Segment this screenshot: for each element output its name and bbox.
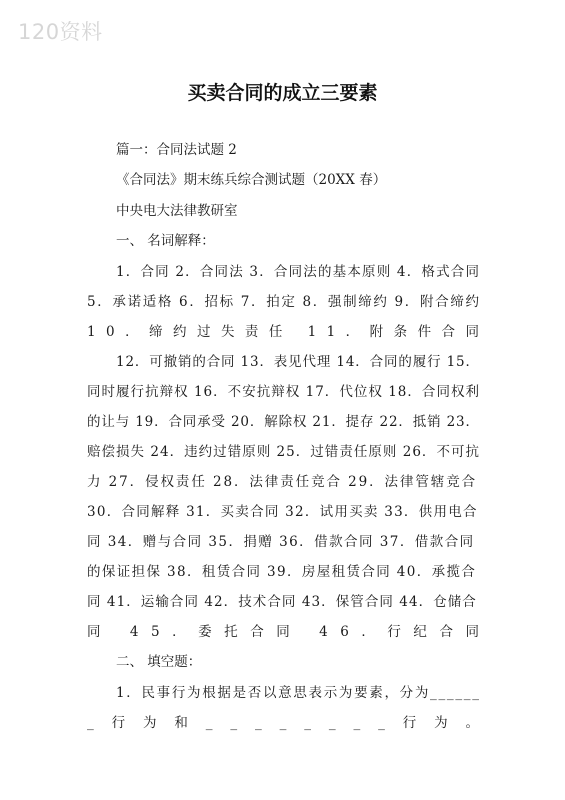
paragraph-line: 1．民事行为根据是否以意思表示为要素，分为______ (116, 685, 481, 701)
paragraph-line: 的保证担保 38．租赁合同 39．房屋租赁合同 40．承揽合 (87, 564, 477, 580)
paragraph-line: _行为和________行为。 (87, 715, 497, 731)
paragraph-line: 30．合同解释 31．买卖合同 32．试用买卖 33．供用电合 (87, 504, 478, 520)
paragraph-line: 赔偿损失 24．违约过错原则 25．过错责任原则 26．不可抗 (87, 444, 481, 460)
part-two-heading: 二、 填空题： (116, 654, 202, 670)
paragraph-line: 同 34．赠与合同 35．捐赠 36．借款合同 37．借款合同 (87, 534, 475, 550)
exam-title: 《合同法》期末练兵综合测试题（20XX 春） (116, 172, 387, 188)
paragraph-line: 1．合同 2．合同法 3．合同法的基本原则 4．格式合同 (116, 264, 481, 280)
paragraph-line: 力 27．侵权责任 28．法律责任竞合 29．法律管辖竞合 (87, 474, 478, 490)
paragraph-line: 12．可撤销的合同 13．表见代理 14．合同的履行 15． (116, 354, 480, 370)
watermark-logo: 120资料 (18, 20, 103, 44)
paragraph-line: 同 41．运输合同 42．技术合同 43．保管合同 44．仓储合 (87, 594, 477, 610)
page-title: 买卖合同的成立三要素 (187, 82, 378, 104)
paragraph-line: 同时履行抗辩权 16．不安抗辩权 17．代位权 18．合同权利 (87, 384, 481, 400)
paragraph-line: 的让与 19．合同承受 20．解除权 21．提存 22．抵销 23． (87, 414, 480, 430)
section-heading: 篇一：合同法试题 2 (116, 142, 237, 158)
paragraph-line: 同 45．委托合同 46．行纪合同 (87, 624, 492, 640)
author-line: 中央电大法律教研室 (116, 203, 238, 219)
paragraph-line: 5．承诺适格 6．招标 7．拍定 8．强制缔约 9．附合缔约 (87, 294, 481, 310)
part-one-heading: 一、 名词解释： (116, 233, 215, 249)
paragraph-line: 10．缔约过失责任 11．附条件合同 (87, 324, 490, 340)
